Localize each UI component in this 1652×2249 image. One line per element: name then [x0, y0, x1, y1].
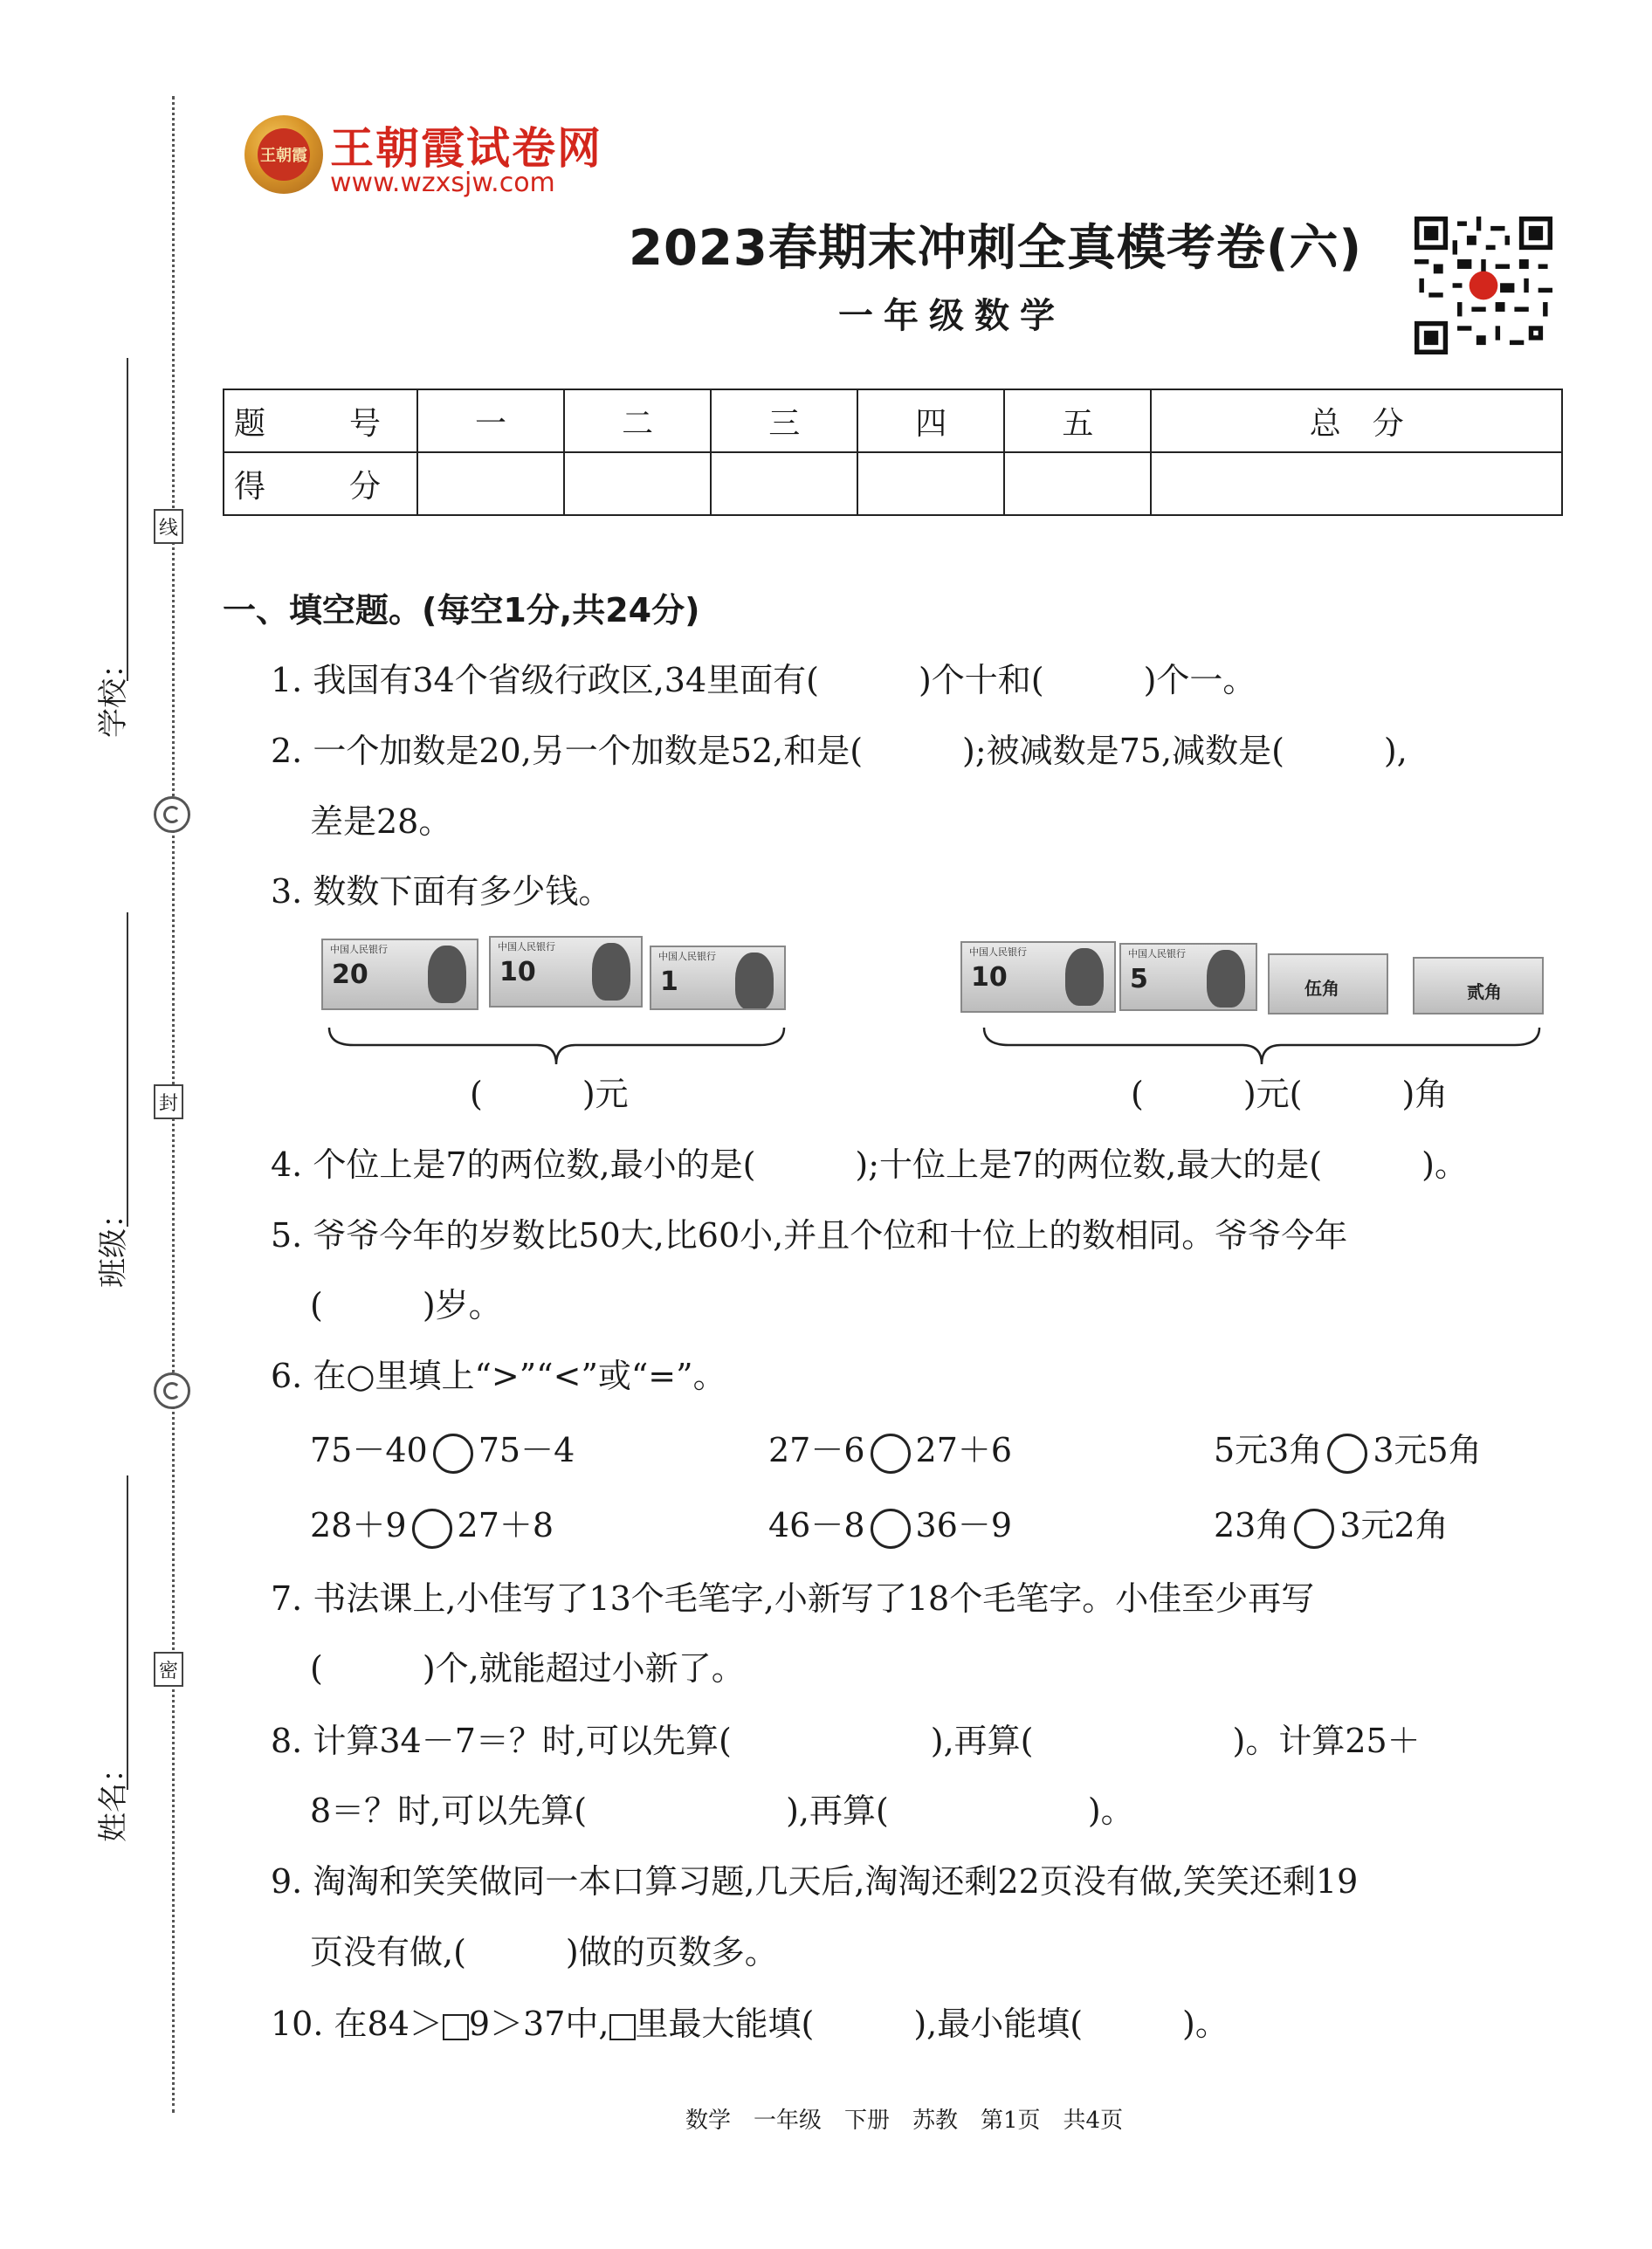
right-brace — [982, 1026, 1541, 1069]
compare-item — [768, 1423, 1012, 1474]
score-header-cell: 三 — [711, 389, 857, 452]
portrait-icon — [735, 953, 774, 1010]
question-8-cont: 8＝？时,可以先算( ),再算( )。 — [310, 1792, 1134, 1830]
q3-left-answer[interactable]: ( )元 — [470, 1075, 629, 1113]
compare-left: 46－8 — [768, 1506, 865, 1544]
banknote-5-jiao — [1268, 953, 1388, 1014]
school-blank[interactable] — [127, 358, 128, 681]
question-9: 9. 淘淘和笑笑做同一本口算习题,几天后,淘淘还剩22页没有做,笑笑还剩19 — [271, 1862, 1359, 1901]
exam-title: 2023春期末冲刺全真模考卷(六) — [629, 220, 1363, 277]
note-header: 中国人民银行 — [498, 941, 555, 953]
compare-item — [310, 1423, 575, 1474]
logo-badge-text: 王朝霞 — [258, 128, 310, 181]
seal-mi: 密 — [154, 1652, 183, 1687]
question-9-cont: 页没有做,( )做的页数多。 — [310, 1933, 778, 1971]
banknote-20-yuan — [321, 939, 478, 1010]
score-header-cell: 二 — [564, 389, 711, 452]
left-brace — [327, 1026, 786, 1069]
compare-right: 75－4 — [478, 1431, 575, 1469]
compare-right: 3元2角 — [1339, 1506, 1449, 1544]
note-denomination: 20 — [332, 959, 368, 990]
compare-left: 27－6 — [768, 1431, 865, 1469]
banknote-1-yuan — [650, 946, 786, 1010]
section-heading: 一、填空题。(每空1分,共24分) — [223, 591, 700, 629]
score-header-cell: 总 分 — [1151, 389, 1562, 452]
brand-url[interactable]: www.wzxsjw.com — [330, 168, 555, 198]
compare-left: 75－40 — [310, 1431, 428, 1469]
score-header-cell: 一 — [417, 389, 564, 452]
page-footer: 数学 一年级 下册 苏教 第1页 共4页 — [685, 2108, 1124, 2134]
q10-text-post: 里最大能填( ),最小能填( )。 — [635, 2005, 1229, 2043]
note-denomination: 贰角 — [1467, 981, 1502, 1002]
score-row-label: 得 分 — [224, 452, 417, 515]
portrait-icon — [1207, 950, 1245, 1008]
banknote-2-jiao — [1413, 957, 1544, 1014]
question-2: 2. 一个加数是20,另一个加数是52,和是( );被减数是75,减数是( ), — [271, 732, 1408, 770]
compare-item — [1214, 1423, 1482, 1474]
class-blank[interactable] — [127, 912, 128, 1227]
score-cell[interactable] — [564, 452, 711, 515]
question-1: 1. 我国有34个省级行政区,34里面有( )个十和( )个一。 — [271, 661, 1256, 699]
question-4: 4. 个位上是7的两位数,最小的是( );十位上是7的两位数,最大的是( )。 — [271, 1145, 1468, 1184]
compare-left: 5元3角 — [1214, 1431, 1323, 1469]
question-7: 7. 书法课上,小佳写了13个毛笔字,小新写了18个毛笔字。小佳至少再写 — [271, 1579, 1315, 1618]
logo-badge — [244, 115, 323, 194]
compare-circle[interactable] — [433, 1434, 473, 1474]
note-header: 中国人民银行 — [1128, 948, 1186, 959]
compare-right: 3元5角 — [1373, 1431, 1482, 1469]
q10-text-mid: 9＞37中, — [468, 2005, 609, 2043]
compare-circle[interactable] — [1327, 1434, 1367, 1474]
score-cell[interactable] — [711, 452, 857, 515]
score-table — [223, 389, 1563, 516]
portrait-icon — [428, 946, 466, 1003]
question-6: 6. 在○里填上“>”“<”或“=”。 — [271, 1357, 726, 1395]
compare-circle[interactable] — [871, 1434, 911, 1474]
note-header: 中国人民银行 — [969, 946, 1027, 958]
class-label: 班级： — [96, 1199, 131, 1288]
seal-xian: 线 — [154, 509, 183, 544]
compare-circle[interactable] — [871, 1509, 911, 1549]
score-cell[interactable] — [417, 452, 564, 515]
compare-right: 27＋8 — [457, 1506, 554, 1544]
compare-circle[interactable] — [1294, 1509, 1334, 1549]
question-2-cont: 差是28。 — [310, 802, 452, 841]
compare-circle[interactable] — [412, 1509, 452, 1549]
note-header: 中国人民银行 — [658, 951, 716, 962]
score-header-row — [224, 389, 1562, 452]
compare-left: 23角 — [1214, 1506, 1290, 1544]
banknote-5-yuan — [1119, 943, 1257, 1011]
portrait-icon — [592, 943, 630, 1001]
score-cell[interactable] — [1151, 452, 1562, 515]
question-3: 3. 数数下面有多少钱。 — [271, 872, 612, 911]
question-8: 8. 计算34－7＝？时,可以先算( ),再算( )。计算25＋ — [271, 1722, 1421, 1760]
question-7-cont: ( )个,就能超过小新了。 — [310, 1649, 745, 1688]
blank-square — [609, 2014, 636, 2040]
brand-name: 王朝霞试卷网 — [330, 123, 602, 174]
school-label: 学校： — [96, 649, 131, 738]
compare-item — [310, 1498, 554, 1549]
note-denomination: 伍角 — [1304, 978, 1339, 999]
q3-right-answer[interactable]: ( )元( )角 — [1131, 1075, 1449, 1113]
score-cell[interactable] — [857, 452, 1004, 515]
note-header: 中国人民银行 — [330, 944, 388, 955]
score-header-cell: 五 — [1004, 389, 1151, 452]
name-blank[interactable] — [127, 1475, 128, 1790]
score-header-cell: 四 — [857, 389, 1004, 452]
compare-item — [1214, 1498, 1449, 1549]
note-denomination: 10 — [971, 962, 1008, 993]
question-5-cont: ( )岁。 — [310, 1286, 502, 1324]
banknote-10-yuan — [960, 941, 1116, 1013]
seal-feng: 封 — [154, 1084, 183, 1119]
blank-square[interactable] — [443, 2014, 469, 2040]
question-5: 5. 爷爷今年的岁数比50大,比60小,并且个位和十位上的数相同。爷爷今年 — [271, 1216, 1348, 1255]
compare-left: 28＋9 — [310, 1506, 407, 1544]
note-denomination: 1 — [660, 966, 678, 997]
exam-subtitle: 一年级数学 — [838, 296, 1065, 336]
portrait-icon — [1065, 948, 1104, 1006]
q10-text-pre: 10. 在84＞ — [271, 2005, 443, 2043]
note-denomination: 10 — [499, 957, 536, 987]
compare-right: 27＋6 — [915, 1431, 1013, 1469]
compare-right: 36－9 — [915, 1506, 1013, 1544]
score-header-cell: 题 号 — [224, 389, 417, 452]
note-denomination: 5 — [1130, 964, 1148, 994]
name-label: 姓名： — [96, 1753, 131, 1842]
qr-code-icon — [1415, 217, 1552, 354]
score-value-row — [224, 452, 1562, 515]
banknote-10-yuan — [489, 936, 643, 1008]
compare-item — [768, 1498, 1012, 1549]
question-10 — [271, 1997, 1229, 2045]
swirl-icon — [154, 1372, 190, 1409]
score-cell[interactable] — [1004, 452, 1151, 515]
swirl-icon — [154, 796, 190, 833]
